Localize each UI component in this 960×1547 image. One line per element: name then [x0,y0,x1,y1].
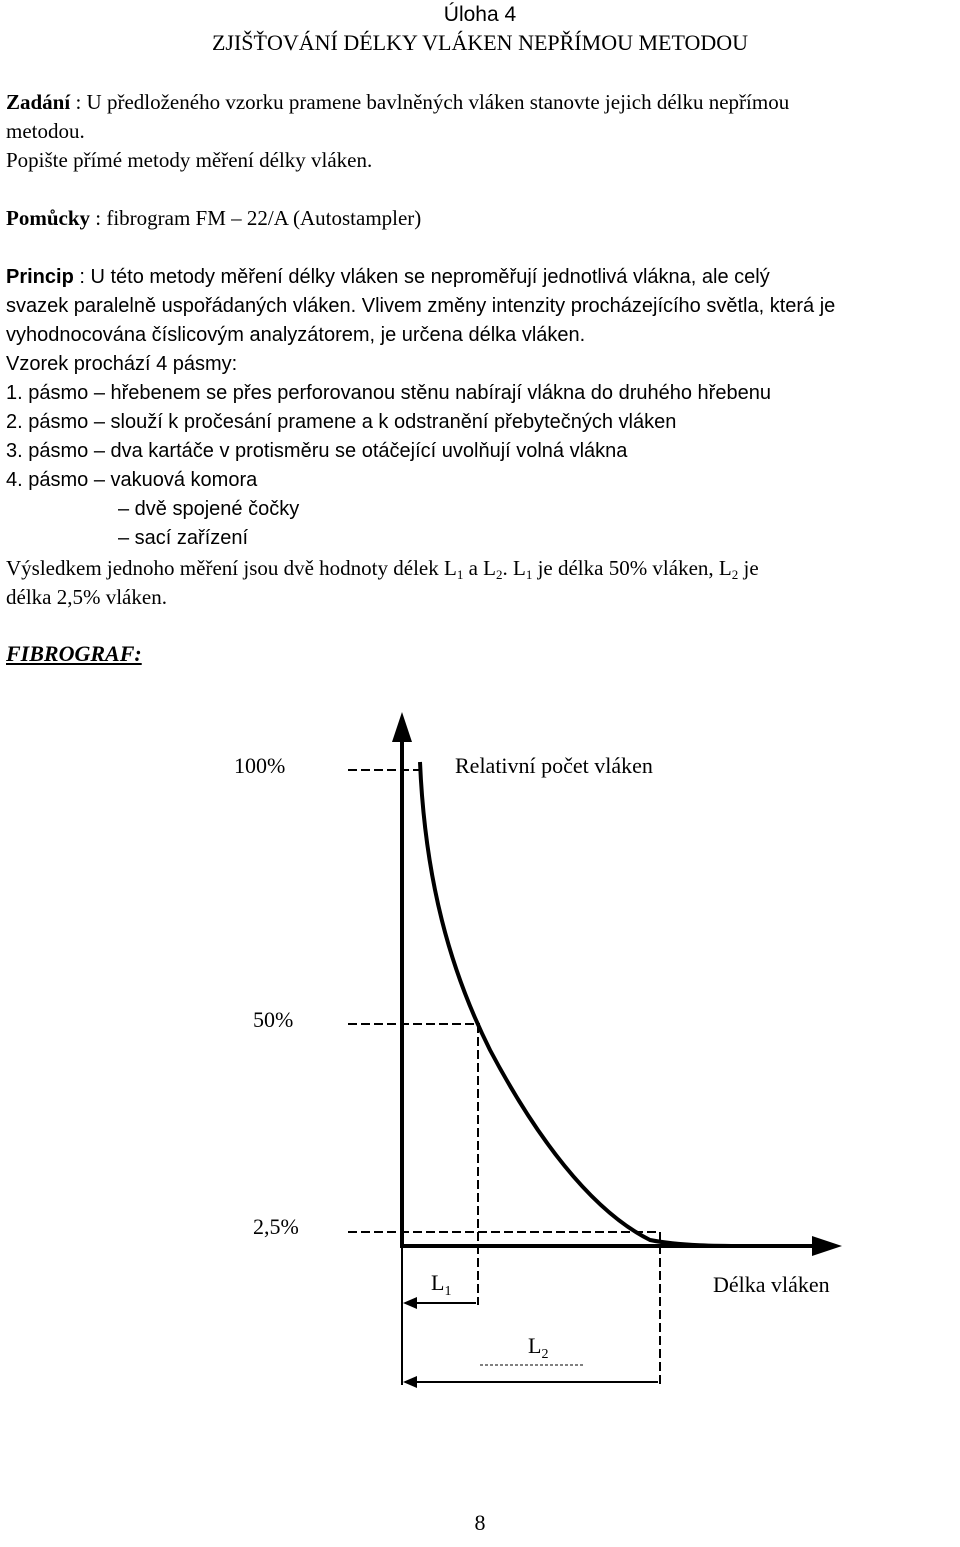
level-2-5-label: 2,5% [253,1214,299,1239]
zadani-text-1: : U předloženého vzorku pramene bavlněných vláken stanovte jejich délku nepřímou [70,90,790,114]
l1-label-subscript: 1 [444,1284,452,1299]
princip-label: Princip [6,266,74,288]
pasmo-4-sub-2: – sací zařízení [118,527,249,549]
l2-label [528,1333,548,1362]
pasmo-item-3: 3. pásmo – dva kartáče v protisměru se otáčející uvolňují volná vlákna [6,440,628,462]
vysledek-sub-2: 2 [495,567,503,582]
vysledek-text-4: je délka 50% vláken, L [532,556,732,580]
y-axis-arrowhead [392,712,412,742]
y-axis-label: Relativní počet vláken [455,753,653,778]
vysledek-line-2: délka 2,5% vláken. [6,585,167,609]
fibrogram-curve [420,762,745,1246]
pomucky-label: Pomůcky [6,206,90,230]
l2-label-subscript: 2 [541,1347,549,1362]
vysledek-text-1: Výsledkem jednoho měření jsou dvě hodnoty délek L [6,556,457,580]
level-50-label: 50% [253,1007,294,1032]
pasmo-4-sub-1: – dvě spojené čočky [118,498,300,520]
zadani-line-1 [6,90,789,114]
princip-line-3: vyhodnocována číslicovým analyzátorem, je určena délka vláken. [6,324,586,346]
l2-label-letter: L [528,1333,542,1358]
x-axis-arrowhead [812,1236,842,1256]
l2-arrowhead-left [403,1376,417,1388]
page-number: 8 [474,1510,486,1535]
pomucky-text: : fibrogram FM – 22/A (Autostampler) [90,206,422,230]
vysledek-text-5: je [738,556,759,580]
level-100-label: 100% [234,753,286,778]
pasmo-item-2: 2. pásmo – slouží k pročesání pramene a k odstranění přebytečných vláken [6,411,677,433]
zadani-label: Zadání [6,90,71,114]
princip-text-1: : U této metody měření délky vláken se neproměřují jednotlivá vlákna, ale celý [73,266,770,288]
fibrograf-heading: FIBROGRAF: [6,641,142,666]
vysledek-sub-3: 1 [525,567,533,582]
princip-line-4: Vzorek prochází 4 pásmy: [6,353,238,375]
vysledek-text-3: . L [502,556,526,580]
document-title: ZJIŠŤOVÁNÍ DÉLKY VLÁKEN NEPŘÍMOU METODOU [211,30,749,55]
x-axis-label: Délka vláken [713,1272,830,1297]
vysledek-sub-4: 2 [731,567,739,582]
l1-label-letter: L [431,1270,445,1295]
vysledek-line-1 [6,556,759,580]
princip-line-2: svazek paralelně uspořádaných vláken. Vlivem změny intenzity procházejícího světla, která je [6,295,836,317]
pasmo-item-1: 1. pásmo – hřebenem se přes perforovanou stěnu nabírají vlákna do druhého hřebenu [6,382,771,404]
l1-arrowhead-left [403,1297,417,1309]
princip-line-1 [6,265,770,289]
task-number: Úloha 4 [443,3,517,26]
pomucky-line [6,206,421,230]
pasmo-item-4: 4. pásmo – vakuová komora [6,469,258,491]
l1-label [431,1270,451,1299]
zadani-line-2: metodou. [6,119,85,143]
vysledek-sub-1: 1 [456,567,464,582]
zadani-line-3: Popište přímé metody měření délky vláken. [6,148,373,172]
vysledek-text-2: a L [463,556,496,580]
fibrograph-diagram [0,680,960,1440]
